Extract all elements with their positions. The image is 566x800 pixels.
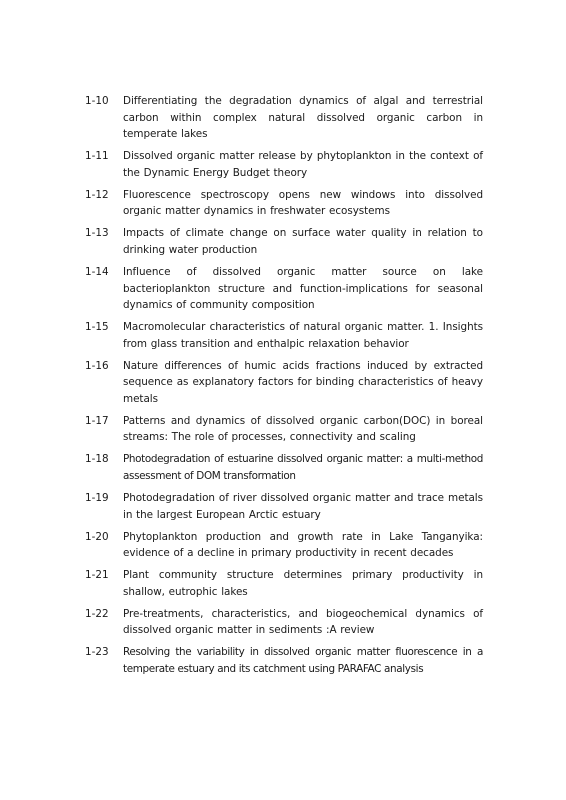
reference-entry [0, 490, 566, 523]
reference-entry [0, 93, 566, 143]
reference-entry [0, 358, 566, 408]
reference-title: Photodegradation of estuarine dissolved organic matter: a multi-method assessment of DOM transformation [123, 453, 483, 482]
reference-number: 1-20 [85, 530, 109, 543]
reference-title: Dissolved organic matter release by phytoplankton in the context of the Dynamic Energy Budget theory [123, 150, 483, 179]
reference-number: 1-16 [85, 359, 109, 372]
reference-entry [0, 148, 566, 181]
reference-number: 1-14 [85, 265, 109, 278]
reference-number: 1-13 [85, 227, 109, 240]
reference-number: 1-11 [85, 150, 109, 163]
reference-number: 1-21 [85, 569, 109, 582]
reference-title: Pre-treatments, characteristics, and biogeochemical dynamics of dissolved organic matter in sediments :A review [123, 607, 483, 637]
reference-title: Nature differences of humic acids fractions induced by extracted sequence as explanatory factors for binding characteristics of heavy metals [123, 359, 483, 405]
reference-number: 1-23 [85, 646, 109, 659]
reference-title: Influence of dissolved organic matter source on lake bacterioplankton structure and function-implications for seasonal dynamics of community composition [123, 265, 483, 312]
reference-title: Macromolecular characteristics of natural organic matter. 1. Insights from glass transition and enthalpic relaxation behavior [123, 321, 483, 350]
reference-number: 1-22 [85, 607, 109, 620]
reference-title: Photodegradation of river dissolved organic matter and trace metals in the largest European Arctic estuary [123, 491, 483, 521]
reference-entry [0, 319, 566, 352]
reference-entry [0, 413, 566, 446]
reference-title: Resolving the variability in dissolved organic matter fluorescence in a temperate estuary and its catchment using PARAFAC analysis [123, 646, 483, 675]
reference-entry [0, 529, 566, 562]
reference-title: Phytoplankton production and growth rate in Lake Tanganyika: evidence of a decline in primary productivity in recent decades [123, 530, 483, 560]
reference-number: 1-17 [85, 414, 109, 427]
reference-number: 1-10 [85, 95, 109, 107]
reference-entry [0, 567, 566, 600]
reference-entry [0, 264, 566, 314]
reference-title: Differentiating the degradation dynamics of algal and terrestrial carbon within complex natural dissolved organic carbon in temperate lakes [123, 95, 483, 141]
reference-entry [0, 644, 566, 677]
reference-entry [0, 451, 566, 484]
reference-entry [0, 225, 566, 258]
reference-entry [0, 606, 566, 639]
reference-title: Patterns and dynamics of dissolved organic carbon(DOC) in boreal streams: The role of processes, connectivity and scaling [123, 414, 483, 444]
reference-number: 1-19 [85, 491, 109, 504]
reference-number: 1-18 [85, 453, 109, 466]
reference-title: Plant community structure determines primary productivity in shallow, eutrophic lakes [123, 569, 483, 598]
reference-number: 1-15 [85, 321, 109, 334]
reference-number: 1-12 [85, 188, 109, 201]
reference-title: Impacts of climate change on surface water quality in relation to drinking water production [123, 227, 483, 256]
reference-entry [0, 187, 566, 220]
reference-title: Fluorescence spectroscopy opens new windows into dissolved organic matter dynamics in freshwater ecosystems [123, 188, 483, 218]
reference-list [0, 93, 566, 683]
